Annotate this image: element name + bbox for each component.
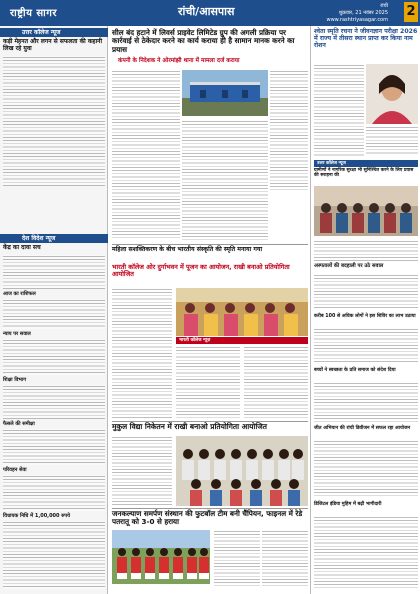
newspaper-brand: राष्ट्रीय सागर [10,8,57,19]
lead-subhead: कंपनी के निदेशक ने ओरमांझी थाना में मामला दर्ज कराया [118,58,240,64]
bottom-headline: जनकल्याण समर्पण संस्थान की फुटबॉल टीम बनी चैंपियन, फाइनल में रेडे पतरातू को 3-0 से हराया [112,509,303,527]
group-photo [314,186,418,236]
lead-headline: सील बंद हटाने में लिवर्स प्राइवेट लिमिटेड ग्रुप की अगली प्रक्रिया पर कार्रवाई से ठेकेदार करने का कार्य कराया ही है सामान मानक करने का प्रयास [112,28,295,54]
column-divider [310,26,311,594]
bottom-body-col1 [214,530,260,588]
date-city: रांची [380,3,388,9]
right-mid-sub-2: बच्चों ने स्वच्छता के प्रति समाज को संदेश दिया [314,368,396,373]
masthead [0,0,420,26]
lead-body-col3 [270,70,308,190]
right-top-headline: श्वेता स्मृति रचना ने जीवनज्ञान परीक्षा 2026 में राज्य में तीसरा स्थान प्राप्त कर किया नाम रोशन [314,28,418,50]
left-top-body [3,56,105,186]
right-top-body [314,64,364,156]
school-body-col1 [112,436,172,506]
college-event-photo [176,288,308,336]
left-mid-body [3,255,105,289]
lead-body-col1 [112,70,180,240]
middle-subhead: भारती कॉलेज ओर दुर्गाभवन में पूजन का आयोजन, राखी बनाओ प्रतियोगिता आयोजित [112,263,290,279]
website-text: www.rashtriyasagar.com [326,17,388,23]
date-line [318,3,388,24]
left-top-bar: उत्तर कॉलेज न्यूज [0,28,108,37]
right-top-body2 [366,126,418,156]
page-number-badge: 2 [404,2,418,22]
left-small-head-2: न्याय पर सवाल [3,331,31,337]
right-top-bar: उत्तर कॉलेज न्यूज [314,160,418,167]
right-mid-sub-3: जीत अभियान की रांची डिवीजन में सफल रहा आयोजन [314,426,411,431]
right-mid-body2 [314,328,418,364]
right-mid-headline: अस्पतालों की बदहाली पर उठे सवाल [314,263,384,269]
middle-body-col1 [112,288,172,418]
date-text: शुक्रवार, 21 नवंबर 2025 [338,10,388,16]
section-rule [112,244,308,245]
left-body-2 [3,339,105,375]
student-portrait [366,64,418,124]
right-mid-body3 [314,382,418,422]
football-team-photo [112,530,210,584]
left-small-head-4: फैसले की समीक्षा [3,421,35,427]
left-column [0,26,108,594]
left-mid-headline: केंद्र का दावा सच [3,244,41,251]
right-top-subhead: ग्रामीणों ने नागरिक सुरक्षा भी सुनिश्चित करने के लिए प्रयास की सराहना की [314,168,414,179]
right-mid-sub-1: करीब 100 से अधिक लोगों ने इस शिविर का लाभ उठाया [314,314,416,319]
left-body-5 [3,475,105,511]
left-small-head-1: आज का राशिफल [3,291,36,297]
left-body-3 [3,385,105,419]
right-mid-body5 [314,516,418,590]
middle-headline: महिला सशक्तिकरण के बीच भारतीय संस्कृति की स्मृति मनाया गया [112,246,263,253]
middle-tag: भारती कॉलेज न्यूज़ [176,337,308,344]
right-mid-body4 [314,440,418,498]
school-students-photo [176,436,308,506]
right-mid-sub-4: डिजिटल इंडिया मुहिम में बढ़ी भागीदारी [314,502,382,507]
left-body-4 [3,429,105,465]
right-mid-body1 [314,274,418,310]
left-small-head-3: शिक्षा विभाग [3,377,27,383]
left-small-head-6: विधायक निधि में 1,00,000 रुपये [3,513,70,519]
lead-body-col2 [182,120,268,240]
left-body-1 [3,299,105,329]
school-headline: मुकुल विद्या निकेतन में राखी बनाओ प्रतियोगिता आयोजित [112,422,267,431]
edition-title: रांची/आसपास [178,5,235,18]
bottom-body-col2 [262,530,308,588]
factory-photo [182,70,268,116]
right-mid-body0 [314,240,418,262]
left-small-head-5: परिवहन सेवा [3,467,27,473]
middle-body-col2 [176,346,240,418]
left-body-6 [3,521,105,589]
left-mid-bar: देश विदेश न्यूज [0,234,108,243]
middle-body-col3 [244,346,308,418]
left-top-headline: कड़ी मेहनत और लगन से सफलता की कहानी लिख रहे युवा [3,38,103,52]
